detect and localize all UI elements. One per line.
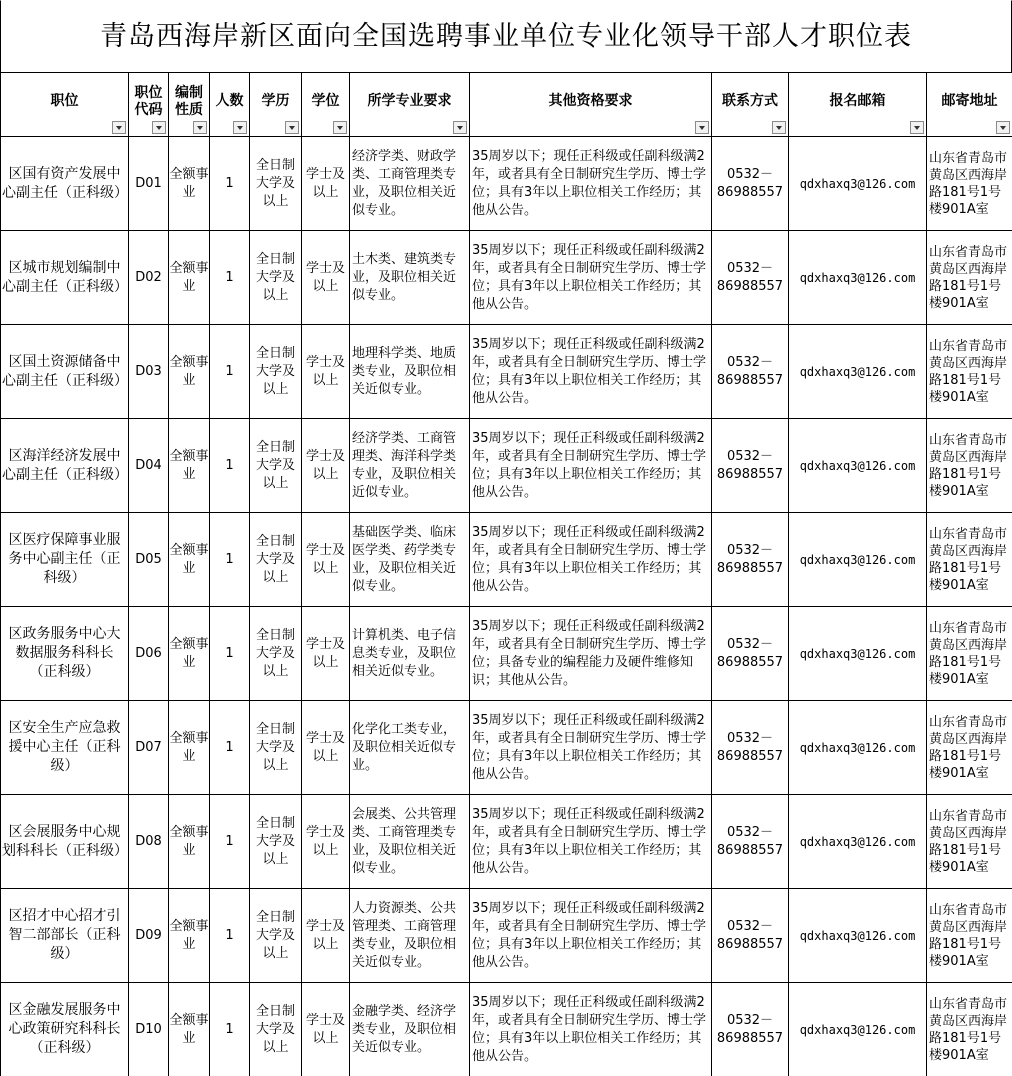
other-requirements-cell: 35周岁以下；现任正科级或任副科级满2年，或者具有全日制研究生学历、博士学位；具有3年以上职位相关工作经历；其他从公告。 — [470, 701, 712, 795]
phone-cell: 0532－86988557 — [712, 607, 789, 701]
count-cell: 1 — [210, 325, 250, 419]
count-cell: 1 — [210, 513, 250, 607]
count-cell: 1 — [210, 231, 250, 325]
code-cell: D02 — [129, 231, 169, 325]
phone-cell: 0532－86988557 — [712, 795, 789, 889]
type-cell: 全额事业 — [169, 231, 210, 325]
email-cell: qdxhaxq3@126.com — [789, 889, 927, 983]
filter-dropdown-icon[interactable] — [996, 121, 1010, 134]
code-cell: D06 — [129, 607, 169, 701]
header-label: 联系方式 — [722, 93, 778, 109]
count-cell: 1 — [210, 983, 250, 1076]
education-cell: 全日制大学及以上 — [250, 701, 302, 795]
email-cell: qdxhaxq3@126.com — [789, 137, 927, 231]
address-cell: 山东省青岛市黄岛区西海岸路181号1号楼901A室 — [927, 419, 1012, 513]
header-label: 学历 — [261, 93, 290, 109]
header-count — [210, 73, 250, 137]
degree-cell: 学士及以上 — [302, 607, 350, 701]
header-phone — [712, 73, 789, 137]
address-cell: 山东省青岛市黄岛区西海岸路181号1号楼901A室 — [927, 137, 1012, 231]
position-cell: 区会展服务中心规划科科长（正科级） — [1, 795, 129, 889]
phone-cell: 0532－86988557 — [712, 513, 789, 607]
header-label: 职位代码 — [134, 84, 163, 118]
degree-cell: 学士及以上 — [302, 419, 350, 513]
position-cell: 区国有资产发展中心副主任（正科级） — [1, 137, 129, 231]
email-cell: qdxhaxq3@126.com — [789, 701, 927, 795]
other-requirements-cell: 35周岁以下；现任正科级或任副科级满2年，或者具有全日制研究生学历、博士学位；具有3年以上职位相关工作经历；其他从公告。 — [470, 795, 712, 889]
code-cell: D08 — [129, 795, 169, 889]
other-requirements-cell: 35周岁以下；现任正科级或任副科级满2年，或者具有全日制研究生学历、博士学位；具备专业的编程能力及硬件维修知识；其他从公告。 — [470, 607, 712, 701]
education-cell: 全日制大学及以上 — [250, 795, 302, 889]
table-row — [1, 795, 1012, 889]
filter-dropdown-icon[interactable] — [193, 121, 207, 134]
major-cell: 金融学类、经济学类专业，及职位相关近似专业。 — [350, 983, 470, 1076]
education-cell: 全日制大学及以上 — [250, 231, 302, 325]
header-major — [350, 73, 470, 137]
major-cell: 地理科学类、地质类专业，及职位相关近似专业。 — [350, 325, 470, 419]
email-cell: qdxhaxq3@126.com — [789, 231, 927, 325]
education-cell: 全日制大学及以上 — [250, 607, 302, 701]
other-requirements-cell: 35周岁以下；现任正科级或任副科级满2年，或者具有全日制研究生学历、博士学位；具有3年以上职位相关工作经历；其他从公告。 — [470, 137, 712, 231]
filter-dropdown-icon[interactable] — [695, 121, 709, 134]
header-type — [169, 73, 210, 137]
header-email — [789, 73, 927, 137]
filter-dropdown-icon[interactable] — [772, 121, 786, 134]
email-cell: qdxhaxq3@126.com — [789, 325, 927, 419]
header-label: 报名邮箱 — [829, 93, 886, 109]
code-cell: D10 — [129, 983, 169, 1076]
type-cell: 全额事业 — [169, 513, 210, 607]
header-position — [1, 73, 129, 137]
position-cell: 区金融发展服务中心政策研究科科长（正科级） — [1, 983, 129, 1076]
degree-cell: 学士及以上 — [302, 983, 350, 1076]
header-row — [1, 73, 1012, 137]
header-label: 人数 — [215, 93, 244, 109]
degree-cell: 学士及以上 — [302, 889, 350, 983]
type-cell: 全额事业 — [169, 325, 210, 419]
type-cell: 全额事业 — [169, 419, 210, 513]
type-cell: 全额事业 — [169, 701, 210, 795]
degree-cell: 学士及以上 — [302, 231, 350, 325]
code-cell: D01 — [129, 137, 169, 231]
table-row — [1, 325, 1012, 419]
other-requirements-cell: 35周岁以下；现任正科级或任副科级满2年，或者具有全日制研究生学历、博士学位；具有3年以上职位相关工作经历；其他从公告。 — [470, 889, 712, 983]
type-cell: 全额事业 — [169, 889, 210, 983]
count-cell: 1 — [210, 137, 250, 231]
degree-cell: 学士及以上 — [302, 513, 350, 607]
count-cell: 1 — [210, 607, 250, 701]
phone-cell: 0532－86988557 — [712, 231, 789, 325]
header-label: 所学专业要求 — [367, 93, 452, 109]
table-row — [1, 137, 1012, 231]
filter-dropdown-icon[interactable] — [333, 121, 347, 134]
filter-dropdown-icon[interactable] — [152, 121, 166, 134]
education-cell: 全日制大学及以上 — [250, 983, 302, 1076]
header-label: 职位 — [50, 93, 79, 109]
type-cell: 全额事业 — [169, 983, 210, 1076]
email-cell: qdxhaxq3@126.com — [789, 795, 927, 889]
position-cell: 区海洋经济发展中心副主任（正科级） — [1, 419, 129, 513]
page-title: 青岛西海岸新区面向全国选聘事业单位专业化领导干部人才职位表 — [0, 0, 1012, 72]
header-label: 邮寄地址 — [941, 93, 998, 109]
position-cell: 区政务服务中心大数据服务科科长（正科级） — [1, 607, 129, 701]
other-requirements-cell: 35周岁以下；现任正科级或任副科级满2年，或者具有全日制研究生学历、博士学位；具有3年以上职位相关工作经历；其他从公告。 — [470, 513, 712, 607]
education-cell: 全日制大学及以上 — [250, 513, 302, 607]
position-cell: 区城市规划编制中心副主任（正科级） — [1, 231, 129, 325]
phone-cell: 0532－86988557 — [712, 137, 789, 231]
phone-cell: 0532－86988557 — [712, 983, 789, 1076]
education-cell: 全日制大学及以上 — [250, 419, 302, 513]
address-cell: 山东省青岛市黄岛区西海岸路181号1号楼901A室 — [927, 983, 1012, 1076]
degree-cell: 学士及以上 — [302, 701, 350, 795]
table-row — [1, 231, 1012, 325]
other-requirements-cell: 35周岁以下；现任正科级或任副科级满2年，或者具有全日制研究生学历、博士学位；具有3年以上职位相关工作经历；其他从公告。 — [470, 419, 712, 513]
other-requirements-cell: 35周岁以下；现任正科级或任副科级满2年，或者具有全日制研究生学历、博士学位；具有3年以上职位相关工作经历；其他从公告。 — [470, 231, 712, 325]
table-row — [1, 889, 1012, 983]
table-row — [1, 419, 1012, 513]
position-cell: 区国土资源储备中心副主任（正科级） — [1, 325, 129, 419]
filter-dropdown-icon[interactable] — [453, 121, 467, 134]
email-cell: qdxhaxq3@126.com — [789, 607, 927, 701]
email-cell: qdxhaxq3@126.com — [789, 513, 927, 607]
address-cell: 山东省青岛市黄岛区西海岸路181号1号楼901A室 — [927, 513, 1012, 607]
education-cell: 全日制大学及以上 — [250, 137, 302, 231]
major-cell: 人力资源类、公共管理类、工商管理类专业，及职位相关近似专业。 — [350, 889, 470, 983]
phone-cell: 0532－86988557 — [712, 701, 789, 795]
address-cell: 山东省青岛市黄岛区西海岸路181号1号楼901A室 — [927, 701, 1012, 795]
header-address — [927, 73, 1012, 137]
header-code — [129, 73, 169, 137]
filter-dropdown-icon[interactable] — [233, 121, 247, 134]
major-cell: 基础医学类、临床医学类、药学类专业，及职位相关近似专业。 — [350, 513, 470, 607]
other-requirements-cell: 35周岁以下；现任正科级或任副科级满2年，或者具有全日制研究生学历、博士学位；具有3年以上职位相关工作经历；其他从公告。 — [470, 983, 712, 1076]
code-cell: D09 — [129, 889, 169, 983]
address-cell: 山东省青岛市黄岛区西海岸路181号1号楼901A室 — [927, 889, 1012, 983]
major-cell: 化学化工类专业，及职位相关近似专业。 — [350, 701, 470, 795]
header-education — [250, 73, 302, 137]
education-cell: 全日制大学及以上 — [250, 325, 302, 419]
major-cell: 经济学类、财政学类、工商管理类专业，及职位相关近似专业。 — [350, 137, 470, 231]
phone-cell: 0532－86988557 — [712, 325, 789, 419]
address-cell: 山东省青岛市黄岛区西海岸路181号1号楼901A室 — [927, 607, 1012, 701]
email-cell: qdxhaxq3@126.com — [789, 983, 927, 1076]
table-row — [1, 513, 1012, 607]
major-cell: 经济学类、工商管理类、海洋科学类专业，及职位相关近似专业。 — [350, 419, 470, 513]
filter-dropdown-icon[interactable] — [910, 121, 924, 134]
type-cell: 全额事业 — [169, 795, 210, 889]
major-cell: 计算机类、电子信息类专业，及职位相关近似专业。 — [350, 607, 470, 701]
address-cell: 山东省青岛市黄岛区西海岸路181号1号楼901A室 — [927, 231, 1012, 325]
table-row — [1, 607, 1012, 701]
header-degree — [302, 73, 350, 137]
code-cell: D03 — [129, 325, 169, 419]
header-label: 其他资格要求 — [548, 93, 633, 109]
degree-cell: 学士及以上 — [302, 325, 350, 419]
count-cell: 1 — [210, 795, 250, 889]
header-label: 学位 — [311, 93, 340, 109]
phone-cell: 0532－86988557 — [712, 889, 789, 983]
email-cell: qdxhaxq3@126.com — [789, 419, 927, 513]
table-row — [1, 701, 1012, 795]
type-cell: 全额事业 — [169, 607, 210, 701]
code-cell: D04 — [129, 419, 169, 513]
major-cell: 会展类、公共管理类、工商管理类专业，及职位相关近似专业。 — [350, 795, 470, 889]
type-cell: 全额事业 — [169, 137, 210, 231]
degree-cell: 学士及以上 — [302, 137, 350, 231]
degree-cell: 学士及以上 — [302, 795, 350, 889]
education-cell: 全日制大学及以上 — [250, 889, 302, 983]
position-cell: 区医疗保障事业服务中心副主任（正科级） — [1, 513, 129, 607]
count-cell: 1 — [210, 419, 250, 513]
table-row — [1, 983, 1012, 1076]
filter-dropdown-icon[interactable] — [285, 121, 299, 134]
position-cell: 区安全生产应急救援中心主任（正科级） — [1, 701, 129, 795]
code-cell: D05 — [129, 513, 169, 607]
code-cell: D07 — [129, 701, 169, 795]
filter-dropdown-icon[interactable] — [112, 121, 126, 134]
major-cell: 土木类、建筑类专业，及职位相关近似专业。 — [350, 231, 470, 325]
header-label: 编制性质 — [175, 84, 203, 118]
count-cell: 1 — [210, 889, 250, 983]
count-cell: 1 — [210, 701, 250, 795]
phone-cell: 0532－86988557 — [712, 419, 789, 513]
header-other — [470, 73, 712, 137]
address-cell: 山东省青岛市黄岛区西海岸路181号1号楼901A室 — [927, 325, 1012, 419]
address-cell: 山东省青岛市黄岛区西海岸路181号1号楼901A室 — [927, 795, 1012, 889]
position-cell: 区招才中心招才引智二部部长（正科级） — [1, 889, 129, 983]
other-requirements-cell: 35周岁以下；现任正科级或任副科级满2年，或者具有全日制研究生学历、博士学位；具有3年以上职位相关工作经历；其他从公告。 — [470, 325, 712, 419]
positions-table — [0, 72, 1012, 1076]
